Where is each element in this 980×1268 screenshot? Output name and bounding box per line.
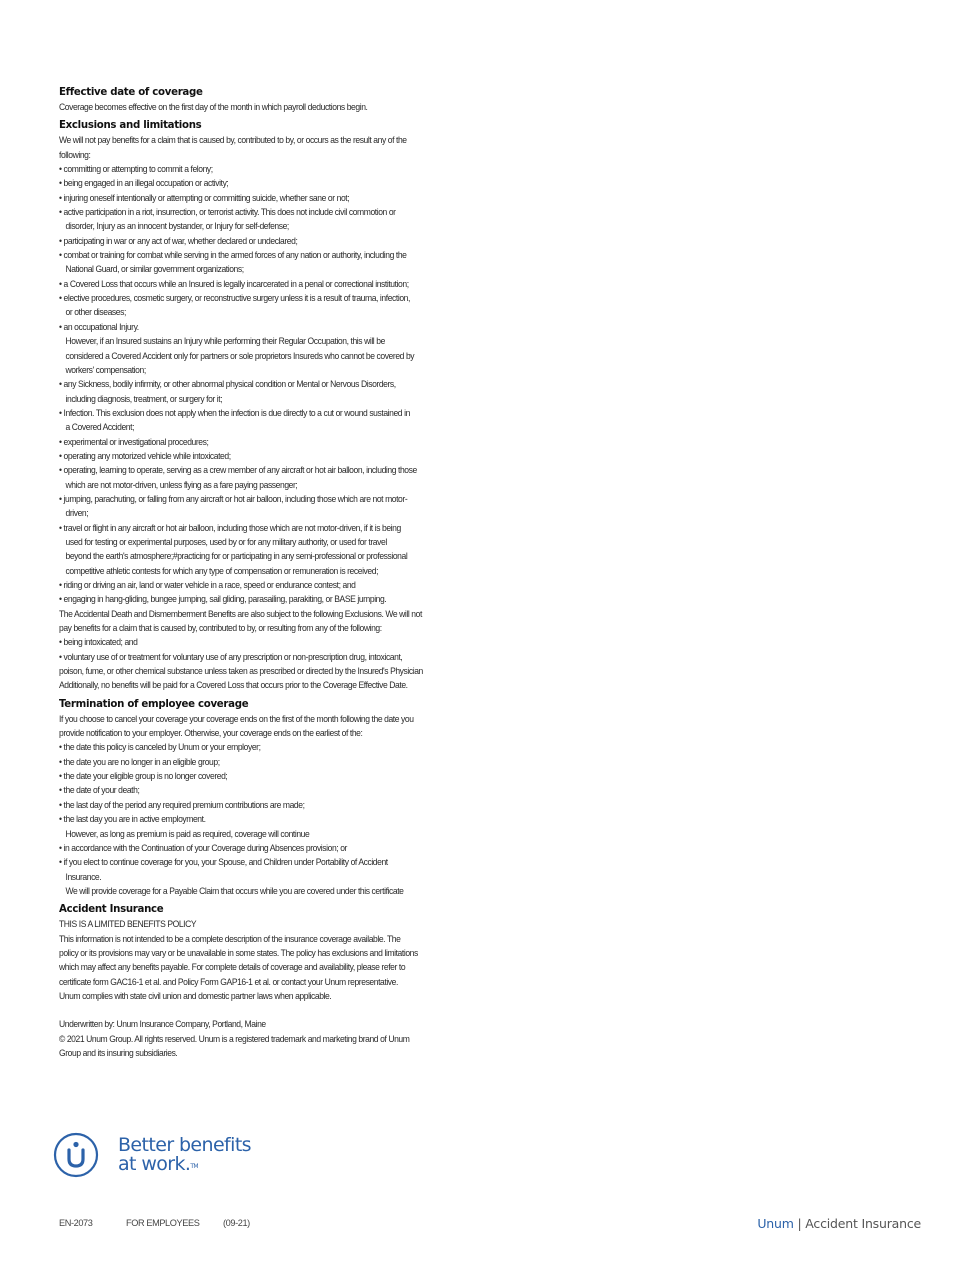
underwriter-line: Underwritten by: Unum Insurance Company, Portland, Maine — [59, 1019, 266, 1030]
text-line: certificate form GAC16-1 et al. and Policy Form GAP16-1 et al. or contact your Unum representative. — [59, 976, 398, 987]
list-item: • participating in war or any act of war, whether declared or undeclared; — [59, 235, 298, 246]
list-item: • active participation in a riot, insurrection, or terrorist activity. This does not include civil commotion or — [59, 207, 396, 218]
list-item: • the last day you are in active employment. — [59, 814, 206, 825]
text-line: This information is not intended to be a complete description of the insurance coverage available. The — [59, 933, 401, 944]
list-item: • the date your eligible group is no longer covered; — [59, 771, 228, 782]
list-item: • the date this policy is canceled by Unum or your employer; — [59, 742, 261, 753]
list-item: • the last day of the period any required premium contributions are made; — [59, 799, 305, 810]
footer-brand — [757, 1216, 921, 1231]
text-line: We will not pay benefits for a claim that is caused by, contributed to by, or occurs as the result any of the — [59, 135, 407, 146]
list-item-continued: considered a Covered Accident only for partners or sole proprietors Insureds who cannot be covered by — [65, 350, 415, 361]
footer-product: Accident Insurance — [805, 1216, 921, 1231]
form-code: EN-2073 — [59, 1218, 93, 1228]
list-item-continued: including diagnosis, treatment, or surgery for it; — [65, 393, 223, 404]
list-item-continued: used for testing or experimental purposes, used by or for any military authority, or used for travel — [65, 536, 387, 547]
list-item: • any Sickness, bodily infirmity, or other abnormal physical condition or Mental or Nervous Disorders, — [59, 379, 396, 390]
text-line: provide notification to your employer. Otherwise, your coverage ends on the earliest of the: — [59, 728, 363, 739]
list-item-continued: National Guard, or similar government organizations; — [65, 264, 244, 275]
list-item-continued: workers' compensation; — [65, 364, 146, 375]
list-item-continued: driven; — [65, 508, 89, 519]
section-title-termination: Termination of employee coverage — [59, 698, 249, 710]
text-line: THIS IS A LIMITED BENEFITS POLICY — [59, 919, 197, 930]
text-line: poison, fume, or other chemical substance unless taken as prescribed or directed by the Insured's Physician — [59, 666, 423, 677]
list-item-continued: or other diseases; — [65, 307, 126, 318]
text-line: policy or its provisions may vary or be unavailable in some states. The policy has exclusions and limitations — [59, 947, 418, 958]
list-item-continued: Insurance. — [65, 871, 102, 882]
copyright-line: © 2021 Unum Group. All rights reserved. Unum is a registered trademark and marketing brand of Unum — [59, 1033, 410, 1044]
text-line: The Accidental Death and Dismemberment Benefits are also subject to the following Exclusions. We will not — [59, 608, 422, 619]
list-item-continued: disorder, Injury as an innocent bystander, or Injury for self-defense; — [65, 221, 289, 232]
list-item: • committing or attempting to commit a felony; — [59, 164, 213, 175]
list-item: • in accordance with the Continuation of your Coverage during Absences provision; or — [59, 842, 347, 853]
footer-separator: | — [797, 1216, 802, 1231]
tagline-line-2: at work.™ — [118, 1153, 199, 1175]
document-body — [59, 86, 479, 1060]
list-item: • voluntary use of or treatment for voluntary use of any prescription or non-prescription drug, intoxicant, — [59, 651, 403, 662]
list-item-continued: which are not motor-driven, unless flying as a fare paying passenger; — [65, 479, 298, 490]
list-item-continued: However, if an Insured sustains an Injury while performing their Regular Occupation, this will be — [65, 336, 385, 347]
text-line: If you choose to cancel your coverage your coverage ends on the first of the month following the date you — [59, 713, 414, 724]
text-line: Additionally, no benefits will be paid for a Covered Loss that occurs prior to the Coverage Effective Date. — [59, 680, 408, 691]
text-line: pay benefits for a claim that is caused by, contributed to by, or resulting from any of the following: — [59, 623, 382, 634]
list-item: • a Covered Loss that occurs while an Insured is legally incarcerated in a penal or correctional institution; — [59, 278, 409, 289]
list-item: • Infection. This exclusion does not apply when the infection is due directly to a cut or wound sustained in — [59, 407, 410, 418]
audience-label: FOR EMPLOYEES — [126, 1218, 200, 1228]
list-item: • operating, learning to operate, serving as a crew member of any aircraft or hot air balloon, including those — [59, 465, 417, 476]
footer-brand-name: Unum — [757, 1216, 794, 1231]
list-item: • injuring oneself intentionally or attempting or committing suicide, whether sane or not; — [59, 192, 350, 203]
trademark-mark: TM — [190, 1163, 199, 1170]
section-title-effective-date: Effective date of coverage — [59, 87, 203, 98]
section-title-accident-insurance: Accident Insurance — [59, 904, 164, 916]
form-date: (09-21) — [223, 1218, 250, 1228]
copyright-line: Group and its insuring subsidiaries. — [59, 1047, 178, 1058]
section-title-exclusions: Exclusions and limitations — [59, 120, 202, 132]
list-item: • engaging in hang-gliding, bungee jumping, sail gliding, parasailing, parakiting, or BASE jumping. — [59, 594, 387, 605]
unum-logo — [53, 1132, 251, 1178]
unum-u-icon — [53, 1132, 99, 1178]
list-item: • jumping, parachuting, or falling from any aircraft or hot air balloon, including those which are not motor- — [59, 493, 408, 504]
list-item-continued: beyond the earth's atmosphere;#practicing for or participating in any semi-professional or professional — [65, 551, 408, 562]
logo-tagline — [118, 1136, 251, 1174]
list-item-continued: competitive athletic contests for which any type of compensation or remuneration is received; — [65, 565, 379, 576]
text-line: following: — [59, 149, 91, 160]
list-item-continued: a Covered Accident; — [65, 422, 135, 433]
list-item: • being intoxicated; and — [59, 637, 138, 648]
list-item: • the date of your death; — [59, 785, 140, 796]
list-item: • elective procedures, cosmetic surgery, or reconstructive surgery unless it is a result of trauma, infection, — [59, 293, 410, 304]
text-line: Unum complies with state civil union and domestic partner laws when applicable. — [59, 990, 332, 1001]
list-item: • operating any motorized vehicle while intoxicated; — [59, 450, 231, 461]
list-item: • being engaged in an illegal occupation or activity; — [59, 178, 229, 189]
list-item: • travel or flight in any aircraft or hot air balloon, including those which are not motor-driven, if it is being — [59, 522, 401, 533]
list-item: • the date you are no longer in an eligible group; — [59, 756, 220, 767]
list-item-continued: We will provide coverage for a Payable Claim that occurs while you are covered under this certificate — [65, 885, 404, 896]
list-item: • if you elect to continue coverage for you, your Spouse, and Children under Portability of Accident — [59, 857, 388, 868]
text-line: which may affect any benefits payable. For complete details of coverage and availability, please refer to — [59, 962, 406, 973]
tagline-line-1: Better benefits — [118, 1134, 251, 1156]
list-item: • combat or training for combat while serving in the armed forces of any nation or authority, including the — [59, 250, 407, 261]
text-line: Coverage becomes effective on the first day of the month in which payroll deductions begin. — [59, 102, 368, 112]
list-item: • experimental or investigational procedures; — [59, 436, 209, 447]
list-item: • riding or driving an air, land or water vehicle in a race, speed or endurance contest; and — [59, 580, 356, 590]
list-item: • an occupational Injury. — [59, 321, 139, 332]
list-item-continued: However, as long as premium is paid as required, coverage will continue — [65, 828, 310, 839]
